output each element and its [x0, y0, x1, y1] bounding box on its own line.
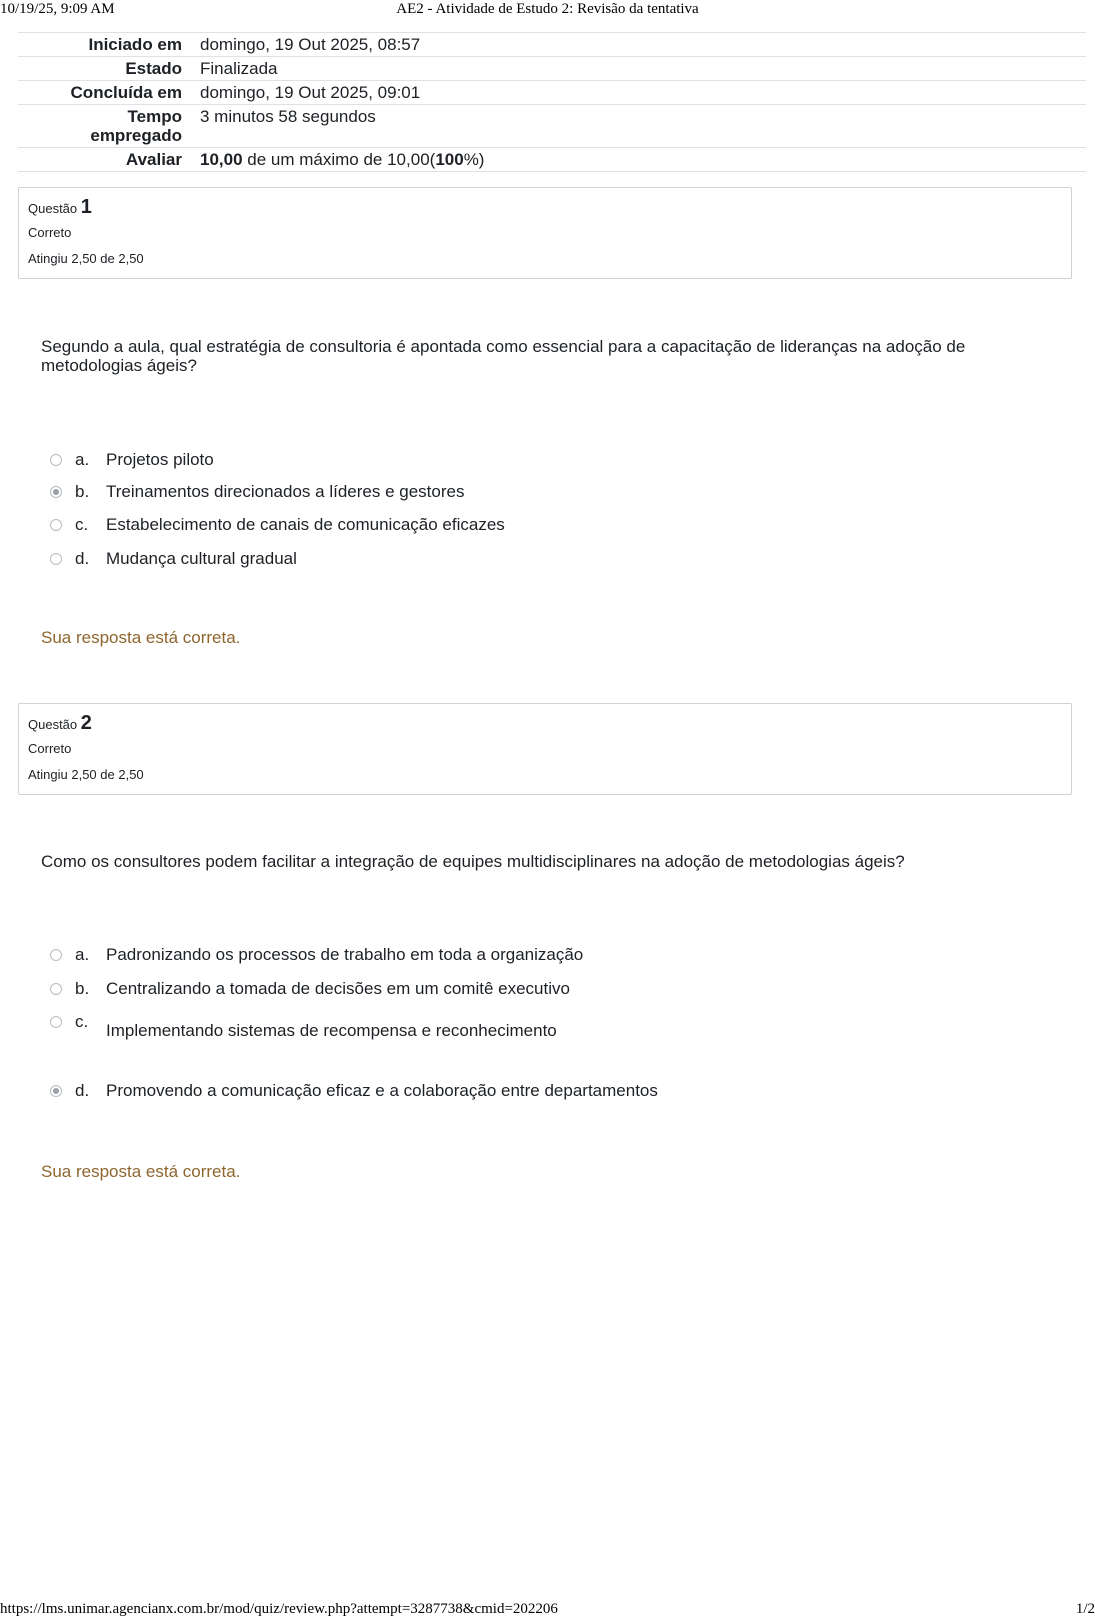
question-number-value: 2 [80, 712, 92, 734]
answer-option[interactable] [50, 978, 950, 1000]
answer-text: Treinamentos direcionados a líderes e gestores [106, 482, 465, 501]
radio-button-selected[interactable] [50, 486, 62, 498]
print-header [0, 0, 1095, 18]
answer-option[interactable] [50, 481, 950, 503]
summary-label-line: empregado [90, 126, 182, 145]
attempt-summary-table [18, 32, 1086, 172]
answer-feedback: Sua resposta está correta. [41, 628, 241, 647]
answer-option[interactable] [50, 944, 950, 966]
answer-letter: c. [75, 1012, 89, 1031]
question-mark: Atingiu 2,50 de 2,50 [28, 251, 144, 266]
question-status: Correto [28, 741, 72, 756]
question-label: Questão [28, 717, 78, 732]
question-text: Segundo a aula, qual estratégia de consultoria é apontada como essencial para a capacitação de lideranças na adoção de metodologias ágeis? [41, 337, 966, 375]
grade-end: %) [463, 150, 485, 169]
print-url: https://lms.unimar.agencianx.com.br/mod/quiz/review.php?attempt=3287738&cmid=202206 [0, 1601, 558, 1617]
question-status: Correto [28, 225, 72, 240]
print-footer [0, 1600, 1095, 1618]
summary-value: 3 minutos 58 segundos [200, 107, 376, 126]
summary-row-started [18, 33, 1086, 57]
radio-button-selected[interactable] [50, 1085, 62, 1097]
summary-value: domingo, 19 Out 2025, 09:01 [200, 83, 421, 102]
summary-label: Concluída em [70, 83, 182, 102]
question-number [28, 710, 1062, 736]
answer-option[interactable] [50, 449, 950, 471]
answer-text: Estabelecimento de canais de comunicação eficazes [106, 515, 505, 534]
answer-text: Centralizando a tomada de decisões em um comitê executivo [106, 979, 570, 998]
summary-label-line: Tempo [127, 107, 182, 126]
grade-score: 10,00 [200, 150, 243, 169]
summary-row-time [18, 105, 1086, 148]
summary-row-completed [18, 81, 1086, 105]
question-mark: Atingiu 2,50 de 2,50 [28, 767, 144, 782]
summary-value [200, 148, 1086, 172]
question-info-card [18, 187, 1072, 279]
answer-letter: a. [75, 945, 90, 964]
answer-text: Mudança cultural gradual [106, 549, 297, 568]
summary-value: domingo, 19 Out 2025, 08:57 [200, 35, 421, 54]
radio-button[interactable] [50, 983, 62, 995]
summary-value: Finalizada [200, 59, 278, 78]
print-title: AE2 - Atividade de Estudo 2: Revisão da tentativa [396, 1, 699, 17]
grade-middle: de um máximo de 10,00( [242, 150, 436, 169]
summary-label: Iniciado em [88, 35, 182, 54]
answer-option[interactable] [50, 548, 950, 570]
summary-label: Estado [125, 59, 182, 78]
print-page-number: 1/2 [1075, 1601, 1095, 1617]
answer-text: Implementando sistemas de recompensa e reconhecimento [106, 1021, 557, 1040]
summary-label [18, 105, 200, 148]
radio-button[interactable] [50, 1016, 62, 1028]
answer-letter: b. [75, 979, 90, 998]
radio-button[interactable] [50, 454, 62, 466]
answer-text: Padronizando os processos de trabalho em toda a organização [106, 945, 584, 964]
answer-option[interactable] [50, 1080, 950, 1102]
answer-text: Promovendo a comunicação eficaz e a colaboração entre departamentos [106, 1081, 658, 1100]
answer-letter: c. [75, 515, 89, 534]
radio-button[interactable] [50, 949, 62, 961]
answer-letter: d. [75, 1081, 90, 1100]
question-text: Como os consultores podem facilitar a integração de equipes multidisciplinares na adoção de metodologias ágeis? [41, 852, 905, 871]
radio-button[interactable] [50, 553, 62, 565]
answer-option[interactable] [50, 1011, 950, 1040]
question-label: Questão [28, 201, 78, 216]
grade-percent: 100 [435, 150, 464, 169]
question-number [28, 194, 1062, 220]
radio-button[interactable] [50, 519, 62, 531]
answer-feedback: Sua resposta está correta. [41, 1162, 241, 1181]
summary-row-state [18, 57, 1086, 81]
summary-row-grade [18, 148, 1086, 172]
question-info-card [18, 703, 1072, 795]
question-number-value: 1 [80, 196, 92, 218]
answer-letter: a. [75, 450, 90, 469]
summary-label: Avaliar [125, 150, 182, 169]
answer-text: Projetos piloto [106, 450, 214, 469]
answer-option[interactable] [50, 514, 950, 536]
answer-letter: b. [75, 482, 90, 501]
answer-letter: d. [75, 549, 90, 568]
print-datetime: 10/19/25, 9:09 AM [0, 1, 115, 17]
